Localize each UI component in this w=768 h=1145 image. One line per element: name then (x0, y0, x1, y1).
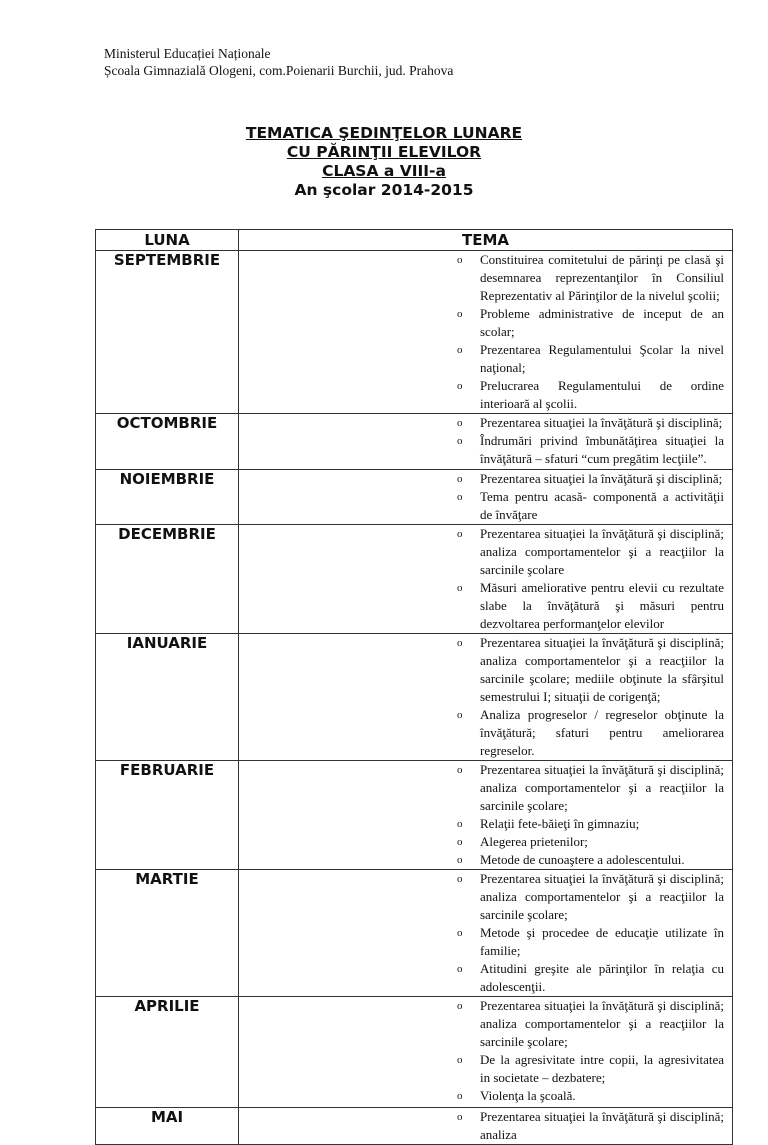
month-cell: APRILIE (96, 997, 239, 1108)
topics-list (239, 634, 732, 760)
title-line-4: An şcolar 2014-2015 (294, 181, 474, 199)
topic-text: Prezentarea Regulamentului Şcolar la nivel naţional; (480, 342, 724, 375)
table-row (96, 414, 733, 470)
topic-item (239, 924, 724, 960)
topics-cell (239, 870, 733, 997)
month-cell: SEPTEMBRIE (96, 251, 239, 414)
topics-list (239, 525, 732, 633)
title-line-3: CLASA a VIII-a (322, 162, 446, 180)
bullet-icon: o (457, 818, 463, 830)
topics-list (239, 997, 732, 1105)
bullet-icon: o (457, 927, 463, 939)
bullet-icon: o (457, 1090, 463, 1102)
topics-cell (239, 470, 733, 525)
bullet-icon: o (457, 709, 463, 721)
table-row (96, 761, 733, 870)
topics-list (239, 251, 732, 413)
topic-item (239, 488, 724, 524)
bullet-icon: o (457, 854, 463, 866)
header-tema: TEMA (239, 230, 733, 251)
topics-cell (239, 1108, 733, 1145)
table-row (96, 1108, 733, 1145)
topic-item (239, 525, 724, 579)
topic-text: Prezentarea situaţiei la învăţătură şi disciplină; analiza comportamentelor şi a reacţiilor la sarcinile şcolare (480, 526, 724, 577)
topic-text: Prelucrarea Regulamentului de ordine interioară al şcolii. (480, 378, 724, 411)
bullet-icon: o (457, 491, 463, 503)
bullet-icon: o (457, 417, 463, 429)
institution-header (104, 45, 453, 79)
topic-text: Îndrumări privind îmbunătăţirea situaţiei la învăţătură – sfaturi “cum pregătim lecţiile”. (480, 433, 724, 466)
topic-item (239, 341, 724, 377)
topic-text: Relaţii fete-băieţi în gimnaziu; (480, 816, 640, 831)
table-row (96, 470, 733, 525)
topics-list (239, 870, 732, 996)
topic-text: Prezentarea situaţiei la învăţătură şi disciplină; analiza (480, 1109, 724, 1142)
bullet-icon: o (457, 308, 463, 320)
bullet-icon: o (457, 1000, 463, 1012)
topic-item (239, 251, 724, 305)
table-row (96, 997, 733, 1108)
bullet-icon: o (457, 254, 463, 266)
bullet-icon: o (457, 963, 463, 975)
bullet-icon: o (457, 380, 463, 392)
topics-list (239, 414, 732, 468)
topic-text: Prezentarea situaţiei la învăţătură şi disciplină; analiza comportamentelor şi a reacţiilor la sarcinile şcolare; (480, 998, 724, 1049)
table-row (96, 870, 733, 997)
topics-list (239, 761, 732, 869)
topic-text: Metode şi procedee de educaţie utilizate în familie; (480, 925, 724, 958)
topics-cell (239, 761, 733, 870)
topic-text: Tema pentru acasă- componentă a activităţii de învăţare (480, 489, 724, 522)
topics-list (239, 470, 732, 524)
topic-item (239, 634, 724, 706)
topics-cell (239, 997, 733, 1108)
topic-item (239, 377, 724, 413)
topic-text: Prezentarea situaţiei la învăţătură şi disciplină; analiza comportamentelor şi a reacţiilor la sarcinile şcolare; (480, 762, 724, 813)
topic-item (239, 305, 724, 341)
topic-text: Analiza progreselor / regreselor obţinute la învăţătură; sfaturi pentru ameliorarea regreselor. (480, 707, 724, 758)
topic-text: Constituirea comitetului de părinţi pe clasă şi desemnarea reprezentanţilor în Consiliul Reprezentativ al Părinţilor de la nivelul şcolii; (480, 252, 724, 303)
topic-text: Probleme administrative de inceput de an scolar; (480, 306, 724, 339)
bullet-icon: o (457, 873, 463, 885)
topic-item (239, 815, 724, 833)
topic-text: Metode de cunoaştere a adolescentului. (480, 852, 685, 867)
bullet-icon: o (457, 528, 463, 540)
bullet-icon: o (457, 764, 463, 776)
topic-item (239, 414, 724, 432)
document-title (0, 124, 768, 200)
table-row (96, 634, 733, 761)
topic-text: Prezentarea situaţiei la învăţătură şi disciplină; (480, 415, 723, 430)
table-row (96, 525, 733, 634)
topic-text: De la agresivitate intre copii, la agresivitatea in societate – dezbatere; (480, 1052, 724, 1085)
bullet-icon: o (457, 344, 463, 356)
topic-item (239, 432, 724, 468)
topics-cell (239, 525, 733, 634)
topics-list (239, 1108, 732, 1144)
topic-text: Prezentarea situaţiei la învăţătură şi disciplină; analiza comportamentelor şi a reacţiilor la sarcinile şcolare; mediile obţinute la sfârşitul semestrului I; situaţii de corigenţă; (480, 635, 724, 704)
bullet-icon: o (457, 435, 463, 447)
topic-text: Măsuri ameliorative pentru elevii cu rezultate slabe la învăţătură şi măsuri pentru dezvoltarea performanţelor elevilor (480, 580, 724, 631)
month-cell: OCTOMBRIE (96, 414, 239, 470)
topic-item (239, 761, 724, 815)
topic-text: Violenţa la şcoală. (480, 1088, 576, 1103)
topics-cell (239, 251, 733, 414)
bullet-icon: o (457, 473, 463, 485)
meetings-table (95, 229, 733, 1145)
bullet-icon: o (457, 1111, 463, 1123)
month-cell: MAI (96, 1108, 239, 1145)
month-cell: MARTIE (96, 870, 239, 997)
bullet-icon: o (457, 582, 463, 594)
month-cell: DECEMBRIE (96, 525, 239, 634)
topic-item (239, 1087, 724, 1105)
topic-item (239, 833, 724, 851)
title-line-1: TEMATICA ŞEDINŢELOR LUNARE (245, 124, 523, 142)
bullet-icon: o (457, 637, 463, 649)
title-line-2: CU PĂRINŢII ELEVILOR (286, 143, 482, 161)
topic-item (239, 1108, 724, 1144)
topics-cell (239, 414, 733, 470)
topic-item (239, 870, 724, 924)
topic-text: Prezentarea situaţiei la învăţătură şi disciplină; analiza comportamentelor şi a reacţiilor la sarcinile şcolare; (480, 871, 724, 922)
bullet-icon: o (457, 836, 463, 848)
topic-text: Atitudini greşite ale părinţilor în relaţia cu adolescenţii. (480, 961, 724, 994)
month-cell: NOIEMBRIE (96, 470, 239, 525)
school-line: Școala Gimnazială Ologeni, com.Poienarii Burchii, jud. Prahova (104, 63, 454, 78)
topic-text: Alegerea prietenilor; (480, 834, 588, 849)
topic-item (239, 579, 724, 633)
topics-cell (239, 634, 733, 761)
ministry-line: Ministerul Educației Naționale (104, 46, 271, 61)
topic-item (239, 1051, 724, 1087)
header-luna: LUNA (96, 230, 239, 251)
topic-text: Prezentarea situaţiei la învăţătură şi disciplină; (480, 471, 723, 486)
table-row (96, 251, 733, 414)
topic-item (239, 851, 724, 869)
topic-item (239, 997, 724, 1051)
month-cell: IANUARIE (96, 634, 239, 761)
topic-item (239, 470, 724, 488)
topic-item (239, 960, 724, 996)
month-cell: FEBRUARIE (96, 761, 239, 870)
topic-item (239, 706, 724, 760)
bullet-icon: o (457, 1054, 463, 1066)
